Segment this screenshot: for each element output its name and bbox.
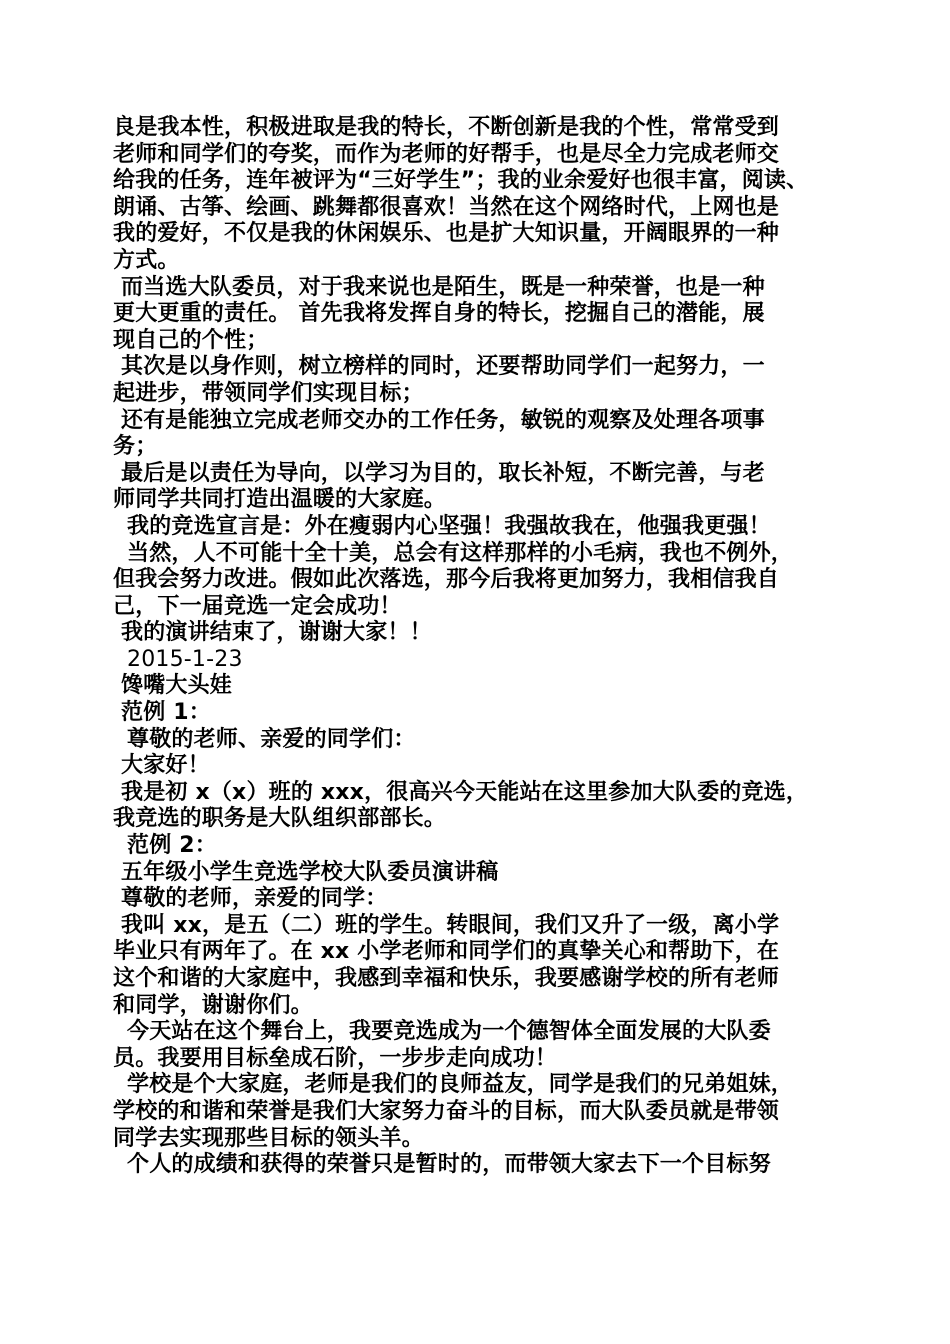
- text-line: 今天站在这个舞台上，我要竞选成为一个德智体全面发展的大队委: [127, 1019, 771, 1045]
- text-line: 己，下一届竞选一定会成功！: [113, 593, 402, 619]
- text-line: 最后是以责任为导向，以学习为目的，取长补短，不断完善，与老: [121, 460, 765, 486]
- text-line: 毕业只有两年了。在 xx 小学老师和同学们的真挚关心和帮助下，在: [113, 939, 780, 965]
- text-line: 我叫 xx，是五（二）班的学生。转眼间，我们又升了一级，离小学: [121, 912, 780, 938]
- text-line: 但我会努力改进。假如此次落选，那今后我将更加努力，我相信我自: [113, 567, 780, 593]
- text-line: 学校是个大家庭，老师是我们的良师益友，同学是我们的兄弟姐妹，: [127, 1072, 794, 1098]
- text-line: 务；: [113, 434, 158, 460]
- text-line: 五年级小学生竞选学校大队委员演讲稿: [121, 859, 499, 885]
- text-line: 现自己的个性；: [113, 327, 269, 353]
- text-line: 范例 2：: [127, 833, 217, 859]
- text-line: 老师和同学们的夸奖，而作为老师的好帮手，也是尽全力完成老师交: [113, 141, 780, 167]
- text-line: 范例 1：: [121, 700, 211, 726]
- text-line: 师同学共同打造出温暖的大家庭。: [113, 487, 447, 513]
- text-line: 员。我要用目标垒成石阶，一步步走向成功！: [113, 1045, 558, 1071]
- text-line: 我竞选的职务是大队组织部部长。: [113, 806, 447, 832]
- text-line: 尊敬的老师、亲爱的同学们：: [127, 726, 416, 752]
- text-line: 起进步，带领同学们实现目标；: [113, 380, 424, 406]
- text-line: 更大更重的责任。 首先我将发挥自身的特长，挖掘自己的潜能，展: [113, 301, 765, 327]
- text-line: 我是初 x（x）班的 xxx，很高兴今天能站在这里参加大队委的竞选，: [121, 779, 809, 805]
- text-line: 我的竞选宣言是：外在瘦弱内心坚强！我强故我在，他强我更强！: [127, 513, 771, 539]
- text-line: 朗诵、古筝、绘画、跳舞都很喜欢！当然在这个网络时代，上网也是: [113, 194, 780, 220]
- text-line: 这个和谐的大家庭中，我感到幸福和快乐，我要感谢学校的所有老师: [113, 966, 780, 991]
- text-line: 同学去实现那些目标的领头羊。: [113, 1125, 424, 1151]
- document-page: [113, 115, 841, 1179]
- text-line: 给我的任务，连年被评为“三好学生”；我的业余爱好也很丰富，阅读、: [113, 168, 809, 194]
- text-line: 良是我本性，积极进取是我的特长，不断创新是我的个性，常常受到: [113, 115, 780, 140]
- text-line: 2015-1-23: [127, 646, 243, 672]
- text-line: 和同学，谢谢你们。: [113, 992, 313, 1018]
- text-line: 方式。: [113, 247, 180, 273]
- text-line: 当然，人不可能十全十美，总会有这样那样的小毛病，我也不例外，: [127, 540, 794, 566]
- text-line: 学校的和谐和荣誉是我们大家努力奋斗的目标，而大队委员就是带领: [113, 1098, 780, 1124]
- text-line: 其次是以身作则，树立榜样的同时，还要帮助同学们一起努力，一: [121, 354, 765, 380]
- text-line: 而当选大队委员，对于我来说也是陌生，既是一种荣誉，也是一种: [121, 274, 765, 300]
- text-line: 我的演讲结束了，谢谢大家！！: [121, 620, 432, 646]
- text-line: 大家好！: [121, 753, 210, 779]
- text-line: 馋嘴大头娃: [121, 673, 233, 699]
- text-line: 个人的成绩和获得的荣誉只是暂时的，而带领大家去下一个目标努: [127, 1152, 771, 1178]
- text-line: 还有是能独立完成老师交办的工作任务，敏锐的观察及处理各项事: [121, 407, 765, 433]
- text-line: 尊敬的老师，亲爱的同学：: [121, 886, 388, 912]
- text-line: 我的爱好，不仅是我的休闲娱乐、也是扩大知识量，开阔眼界的一种: [113, 221, 780, 247]
